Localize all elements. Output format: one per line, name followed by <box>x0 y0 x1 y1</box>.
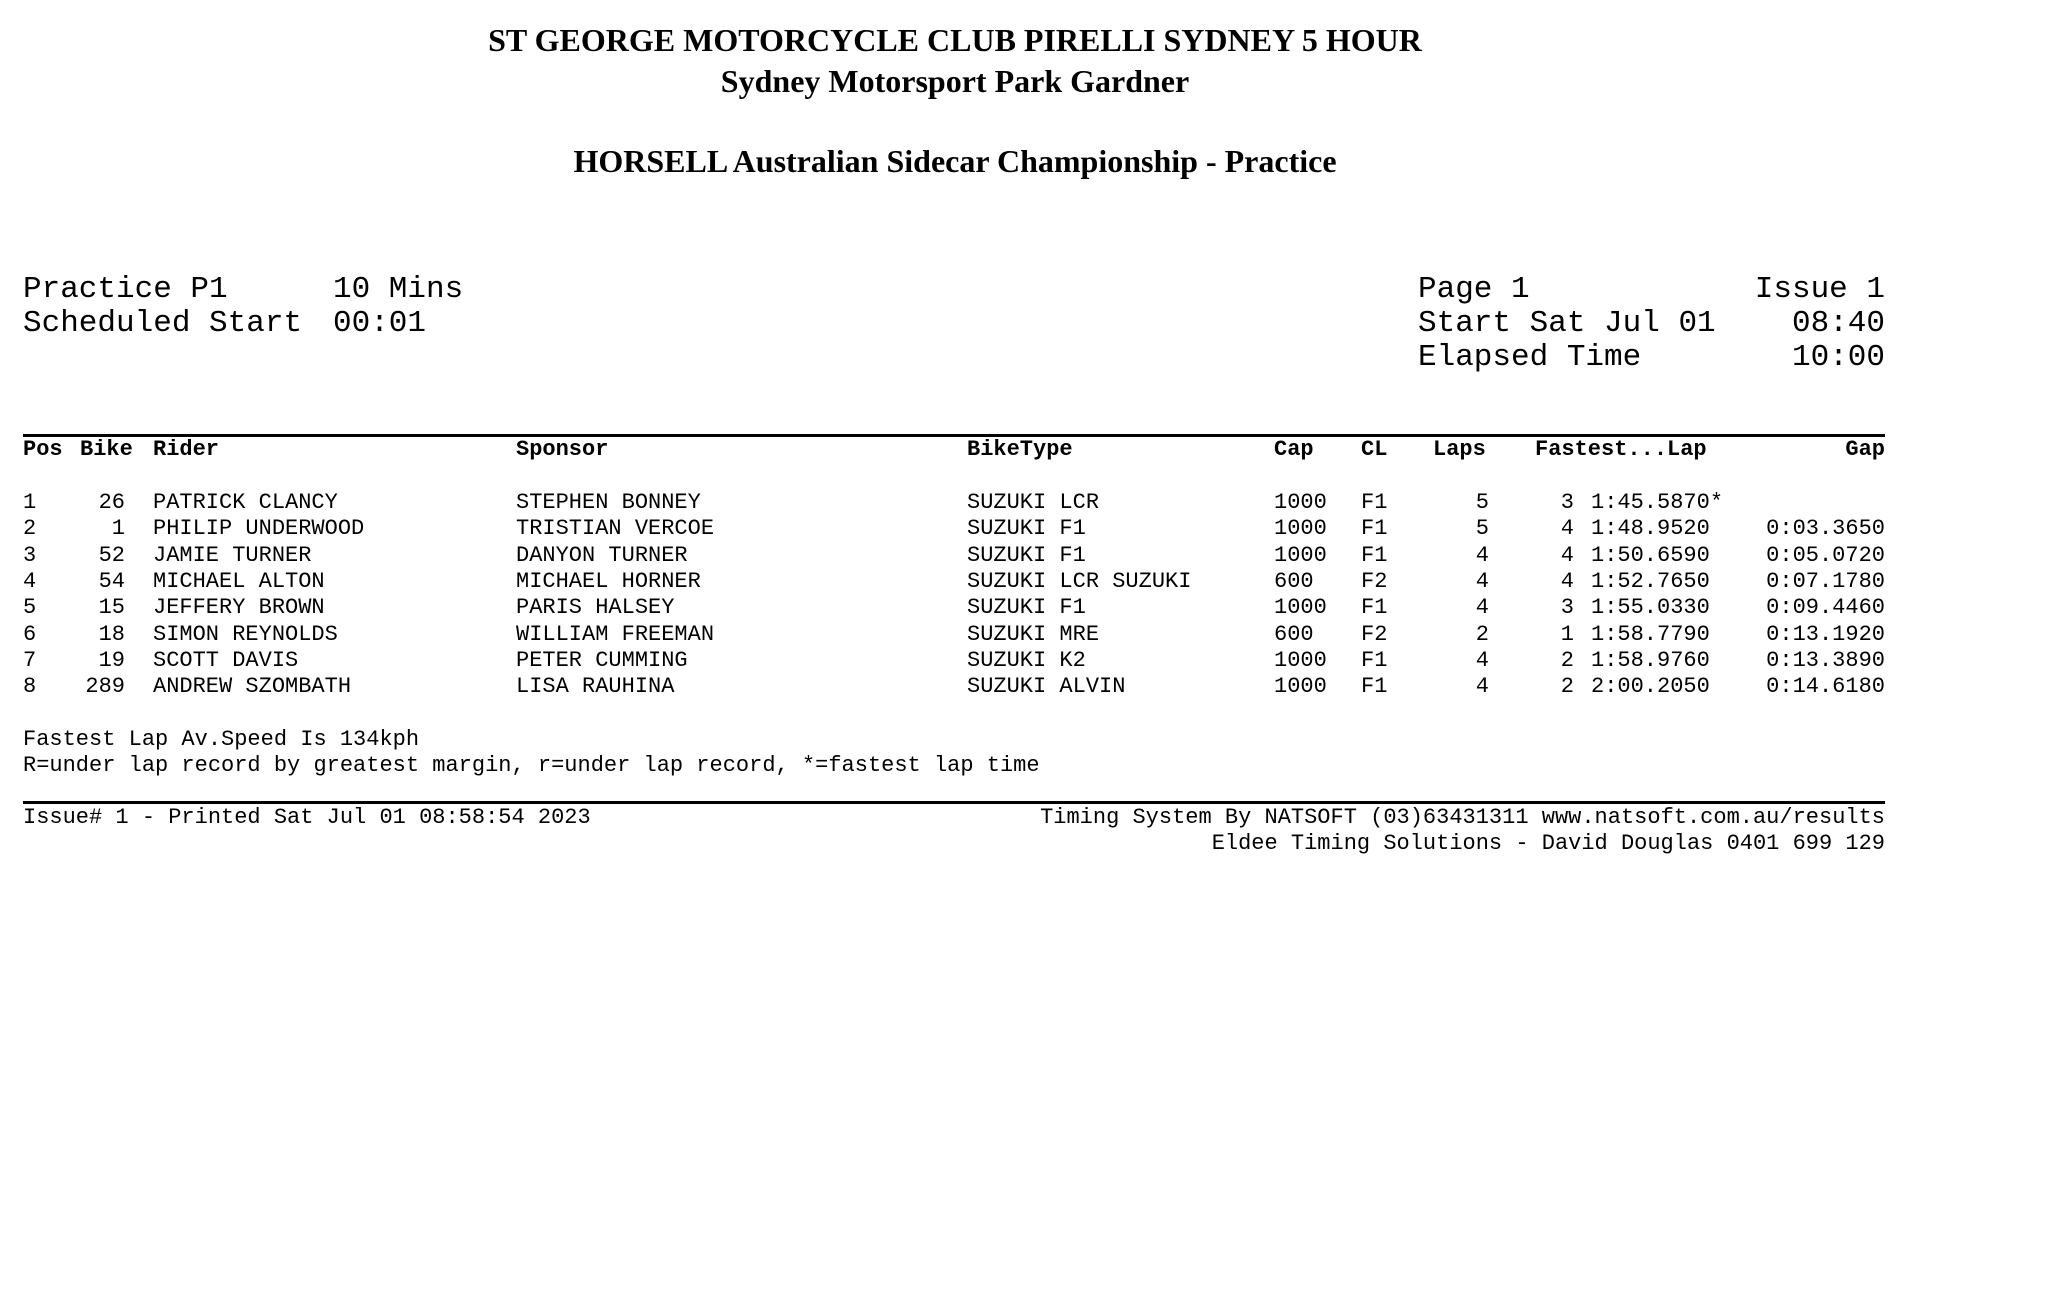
bike-number-cell: 54 <box>98 568 125 594</box>
gap-cell: 0:14.6180 <box>1766 674 1885 700</box>
rider-cell: JEFFERY BROWN <box>153 595 325 621</box>
col-gap-header: Gap <box>1845 437 1885 462</box>
session-duration: 10 Mins <box>333 272 464 307</box>
cap-cell: 600 <box>1274 568 1314 594</box>
pos-cell: 7 <box>23 647 37 673</box>
class-cell: F1 <box>1361 674 1388 700</box>
sponsor-cell: STEPHEN BONNEY <box>516 490 701 515</box>
timing-solutions-info: Eldee Timing Solutions - David Douglas 0401 699 129 <box>1211 831 1885 856</box>
bike-number-cell: 18 <box>98 621 125 647</box>
fastest-lap-number-cell: 2 <box>1560 674 1574 700</box>
sponsor-cell: WILLIAM FREEMAN <box>516 621 715 647</box>
biketype-cell: SUZUKI F1 <box>967 516 1086 542</box>
rider-cell: JAMIE TURNER <box>153 542 312 568</box>
gap-cell: 0:05.0720 <box>1766 542 1885 568</box>
bike-number-cell: 289 <box>85 674 125 700</box>
col-biketype-header: BikeType <box>967 437 1073 462</box>
lap-record-legend: R=under lap record by greatest margin, r=under lap record, *=fastest lap time <box>23 753 1040 778</box>
fastest-lap-time-cell: 1:55.0330 <box>1591 595 1710 621</box>
cap-cell: 1000 <box>1274 595 1327 621</box>
sponsor-cell: MICHAEL HORNER <box>516 568 701 594</box>
pos-cell: 8 <box>23 674 37 700</box>
gap-cell: 0:13.3890 <box>1766 647 1885 673</box>
bike-number-cell: 52 <box>98 542 125 568</box>
timing-system-info: Timing System By NATSOFT (03)63431311 www.natsoft.com.au/results <box>1040 805 1885 830</box>
cap-cell: 1000 <box>1274 490 1327 515</box>
bike-number-cell: 1 <box>111 516 125 542</box>
page-number: Page 1 <box>1418 272 1530 307</box>
fastest-lap-number-cell: 2 <box>1560 647 1574 673</box>
event-title: HORSELL Australian Sidecar Championship - Practice <box>573 143 1337 179</box>
results-table-header <box>0 437 1885 463</box>
gap-cell: 0:03.3650 <box>1766 516 1885 542</box>
laps-cell: 4 <box>1475 595 1489 621</box>
pos-cell: 1 <box>23 490 37 515</box>
rider-cell: SCOTT DAVIS <box>153 647 299 673</box>
cap-cell: 1000 <box>1274 674 1327 700</box>
class-cell: F1 <box>1361 516 1388 542</box>
start-date-label: Start Sat Jul 01 <box>1418 306 1716 341</box>
col-bike-header: Bike <box>80 437 133 462</box>
gap-cell: 0:13.1920 <box>1766 621 1885 647</box>
bike-number-cell: 15 <box>98 595 125 621</box>
col-pos-header: Pos <box>23 437 63 462</box>
biketype-cell: SUZUKI F1 <box>967 595 1086 621</box>
sponsor-cell: DANYON TURNER <box>516 542 688 568</box>
start-time-value: 08:40 <box>1791 306 1885 341</box>
venue-subtitle: Sydney Motorsport Park Gardner <box>720 63 1190 99</box>
col-cap-header: Cap <box>1274 437 1314 462</box>
biketype-cell: SUZUKI ALVIN <box>967 674 1126 700</box>
rider-cell: ANDREW SZOMBATH <box>153 674 352 700</box>
pos-cell: 5 <box>23 595 37 621</box>
fastest-lap-time-cell: 1:50.6590 <box>1591 542 1710 568</box>
laps-cell: 4 <box>1475 568 1489 594</box>
class-cell: F1 <box>1361 490 1388 515</box>
biketype-cell: SUZUKI LCR SUZUKI <box>967 568 1192 594</box>
biketype-cell: SUZUKI F1 <box>967 542 1086 568</box>
footer-divider <box>23 801 1885 804</box>
biketype-cell: SUZUKI LCR <box>967 490 1100 515</box>
cap-cell: 600 <box>1274 621 1314 647</box>
session-label: Practice P1 <box>23 272 228 307</box>
class-cell: F2 <box>1361 568 1388 594</box>
class-cell: F1 <box>1361 595 1388 621</box>
laps-cell: 4 <box>1475 542 1489 568</box>
elapsed-time-label: Elapsed Time <box>1418 340 1642 375</box>
scheduled-start-label: Scheduled Start <box>23 306 303 341</box>
biketype-cell: SUZUKI K2 <box>967 647 1086 673</box>
sponsor-cell: PETER CUMMING <box>516 647 688 673</box>
gap-cell: 0:09.4460 <box>1766 595 1885 621</box>
cap-cell: 1000 <box>1274 542 1327 568</box>
col-cl-header: CL <box>1361 437 1388 462</box>
col-rider-header: Rider <box>153 437 220 462</box>
fastest-lap-number-cell: 4 <box>1560 542 1574 568</box>
col-fastest-lap-header: Fastest...Lap <box>1535 437 1707 462</box>
pos-cell: 6 <box>23 621 37 647</box>
biketype-cell: SUZUKI MRE <box>967 621 1100 647</box>
col-laps-header: Laps <box>1433 437 1486 462</box>
fastest-lap-time-cell: 1:48.9520 <box>1591 516 1710 542</box>
rider-cell: SIMON REYNOLDS <box>153 621 338 647</box>
laps-cell: 2 <box>1475 621 1489 647</box>
gap-cell: 0:07.1780 <box>1766 568 1885 594</box>
cap-cell: 1000 <box>1274 516 1327 542</box>
sponsor-cell: TRISTIAN VERCOE <box>516 516 715 542</box>
class-cell: F2 <box>1361 621 1388 647</box>
laps-cell: 5 <box>1475 490 1489 515</box>
rider-cell: PATRICK CLANCY <box>153 490 338 515</box>
class-cell: F1 <box>1361 542 1388 568</box>
fastest-lap-time-cell: 1:58.7790 <box>1591 621 1710 647</box>
fastest-lap-time-cell: 1:58.9760 <box>1591 647 1710 673</box>
sponsor-cell: LISA RAUHINA <box>516 674 675 700</box>
cap-cell: 1000 <box>1274 647 1327 673</box>
laps-cell: 4 <box>1475 647 1489 673</box>
fastest-lap-number-cell: 4 <box>1560 568 1574 594</box>
col-sponsor-header: Sponsor <box>516 437 609 462</box>
laps-cell: 5 <box>1475 516 1489 542</box>
laps-cell: 4 <box>1475 674 1489 700</box>
fastest-lap-number-cell: 3 <box>1560 595 1574 621</box>
fastest-lap-time-cell: 1:45.5870* <box>1591 490 1724 515</box>
elapsed-time-value: 10:00 <box>1791 340 1885 375</box>
printed-info: Issue# 1 - Printed Sat Jul 01 08:58:54 2023 <box>23 805 591 830</box>
document-title: ST GEORGE MOTORCYCLE CLUB PIRELLI SYDNEY 5 HOUR <box>488 22 1422 58</box>
fastest-lap-time-cell: 1:52.7650 <box>1591 568 1710 594</box>
pos-cell: 2 <box>23 516 37 542</box>
fastest-lap-number-cell: 1 <box>1560 621 1574 647</box>
bike-number-cell: 26 <box>98 490 125 515</box>
sponsor-cell: PARIS HALSEY <box>516 595 675 621</box>
fastest-lap-number-cell: 4 <box>1560 516 1574 542</box>
rider-cell: MICHAEL ALTON <box>153 568 325 594</box>
pos-cell: 4 <box>23 568 37 594</box>
fastest-lap-number-cell: 3 <box>1560 490 1574 515</box>
bike-number-cell: 19 <box>98 647 125 673</box>
avg-speed-note: Fastest Lap Av.Speed Is 134kph <box>23 727 420 752</box>
class-cell: F1 <box>1361 647 1388 673</box>
rider-cell: PHILIP UNDERWOOD <box>153 516 365 542</box>
pos-cell: 3 <box>23 542 37 568</box>
issue-number: Issue 1 <box>1754 272 1885 307</box>
scheduled-start-value: 00:01 <box>333 306 427 341</box>
fastest-lap-time-cell: 2:00.2050 <box>1591 674 1710 700</box>
